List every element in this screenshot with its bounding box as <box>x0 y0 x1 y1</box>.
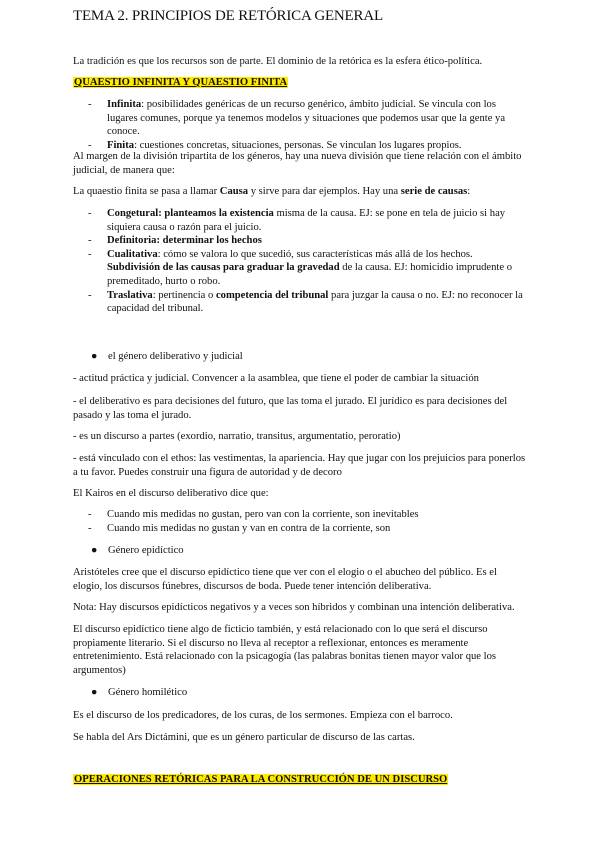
paragraph-deliberativo-3: - es un discurso a partes (exordio, narratio, transitus, argumentatio, peroratio) <box>73 431 401 442</box>
paragraph-deliberativo-1: - actitud práctica y judicial. Convencer a la asamblea, que tiene el poder de cambiar la situación <box>73 373 479 384</box>
term-definitoria-detail: : determinar los hechos <box>156 235 262 247</box>
term-competencia: competencia del tribunal <box>215 289 329 301</box>
causa-text-mid: y sirve para dar ejemplos. Hay una <box>248 186 401 197</box>
definition-cualitativa-end: de la causa. EJ: homicidio imprudente o premeditado, hurto o robo. <box>107 262 513 287</box>
heading-quaestio-text: QUAESTIO INFINITA Y QUAESTIO FINITA <box>74 77 288 88</box>
kairos-list <box>88 508 528 535</box>
definition-cualitativa: : cómo se valora lo que sucedió, sus características más allá de los hechos. <box>157 248 473 260</box>
paragraph-kairos: El Kairos en el discurso deliberativo dice que: <box>73 488 269 499</box>
list-item <box>88 207 528 234</box>
list-item <box>88 522 528 536</box>
kairos-item-text: Cuando mis medidas no gustan, pero van con la corriente, son inevitables <box>107 509 419 520</box>
definition-traslativa-end: para juzgar la causa o no. EJ: no reconocer la capacidad del tribunal. <box>107 289 523 315</box>
kairos-item-text: Cuando mis medidas no gustan y van en contra de la corriente, son <box>107 522 391 534</box>
definition-traslativa: : pertinencia o <box>152 289 216 301</box>
dash-marker: - <box>88 139 92 151</box>
serie-causas-term: serie de causas <box>400 186 468 197</box>
paragraph-homiletico-1: Es el discurso de los predicadores, de los curas, de los sermones. Empieza con el barroco. <box>73 710 453 721</box>
section-heading-operaciones <box>73 773 528 787</box>
quaestio-list <box>88 98 528 152</box>
term-congetural: Congetural <box>107 208 159 219</box>
intro-paragraph: La tradición es que los recursos son de parte. El dominio de la retórica es la esfera ético-política. <box>73 56 483 67</box>
paragraph-deliberativo-2: - el deliberativo es para decisiones del futuro, que las toma el jurado. El jurídico es para decisiones del pasado y las toma el jurado. <box>73 396 508 421</box>
dash-marker: - <box>88 235 92 247</box>
paragraph-deliberativo-4: - está vinculado con el ethos: las vestimentas, la apariencia. Hay que jugar con los prejuicios para ponerlos a tu favor. Puedes construir una figura de autoridad y de decoro <box>73 453 526 478</box>
dash-marker: - <box>88 509 92 520</box>
paragraph-margin: Al margen de la división tripartita de los géneros, hay una nueva división que tiene relación con el ámbito judicial, de manera que: <box>73 151 522 176</box>
causa-text-post: : <box>467 186 471 197</box>
bullet-deliberativo <box>91 350 243 364</box>
causas-list <box>88 207 528 316</box>
term-infinita: Infinita <box>107 99 142 110</box>
paragraph-homiletico-2: Se habla del Ars Dictámini, que es un género particular de discurso de las cartas. <box>73 732 415 743</box>
list-item <box>88 508 528 522</box>
list-item <box>88 234 528 248</box>
bullet-dot: ● <box>91 687 98 698</box>
term-traslativa: Traslativa <box>107 289 153 301</box>
list-item <box>88 289 528 316</box>
bullet-deliberativo-text: el género deliberativo y judicial <box>108 351 243 362</box>
bullet-epidictico <box>91 544 184 558</box>
bullet-homiletico <box>91 686 188 700</box>
paragraph-epidictico-1: Aristóteles cree que el discurso epidíctico tiene que ver con el elogio o el abucheo del público. Es el elogio, los discursos fúnebres, discursos de boda. Puede tener intención deliberativa. <box>73 567 497 592</box>
definition-congetural: misma de la causa. EJ: se pone en tela de juicio si hay siquiera causa o razón para el juicio. <box>107 208 506 233</box>
dash-marker: - <box>88 208 92 219</box>
term-finita: Finita <box>107 139 135 151</box>
bullet-epidictico-text: Género epidíctico <box>108 545 184 556</box>
dash-marker: - <box>88 289 92 301</box>
term-cualitativa: Cualitativa <box>107 248 158 260</box>
paragraph-causa <box>73 185 528 199</box>
heading-operaciones-text: OPERACIONES RETÓRICAS PARA LA CONSTRUCCIÓN DE UN DISCURSO <box>74 774 448 785</box>
bullet-dot: ● <box>91 545 98 556</box>
definition-finita: : cuestiones concretas, situaciones, personas. Se vinculan los lugares propios. <box>134 139 462 151</box>
paragraph-epidictico-3: El discurso epidíctico tiene algo de ficticio también, y está relacionado con lo que será el discurso propiamente literario. Si el discurso no lleva al receptor a reflexionar, entonces es meramente entretenimiento. Está relacionado con la psicagogía (las palabras bonitas tienen mayor valor que los argumentos) <box>73 624 497 676</box>
page-title: TEMA 2. PRINCIPIOS DE RETÓRICA GENERAL <box>73 8 383 24</box>
causa-term: Causa <box>219 186 249 197</box>
dash-marker: - <box>88 522 92 534</box>
term-subdivision: Subdivisión de las causas para graduar la gravedad <box>107 262 340 274</box>
term-congetural-detail: : planteamos la existencia <box>158 208 274 219</box>
dash-marker: - <box>88 248 92 260</box>
bullet-homiletico-text: Género homilético <box>108 687 188 698</box>
list-item <box>88 248 528 289</box>
definition-infinita: : posibilidades genéricas de un recurso genérico, ámbito judicial. Se vincula con los lugares comunes, porque ya tenemos modelos y situaciones que podemos usar que la gente ya conoce. <box>107 99 506 138</box>
causa-text-pre: La quaestio finita se pasa a llamar <box>73 186 220 197</box>
section-heading-quaestio <box>73 76 528 90</box>
bullet-dot: ● <box>91 351 98 362</box>
paragraph-epidictico-2: Nota: Hay discursos epidícticos negativos y a veces son híbridos y combinan una intención deliberativa. <box>73 602 515 613</box>
term-definitoria: Definitoria <box>107 235 157 247</box>
list-item <box>88 98 528 139</box>
dash-marker: - <box>88 99 92 110</box>
